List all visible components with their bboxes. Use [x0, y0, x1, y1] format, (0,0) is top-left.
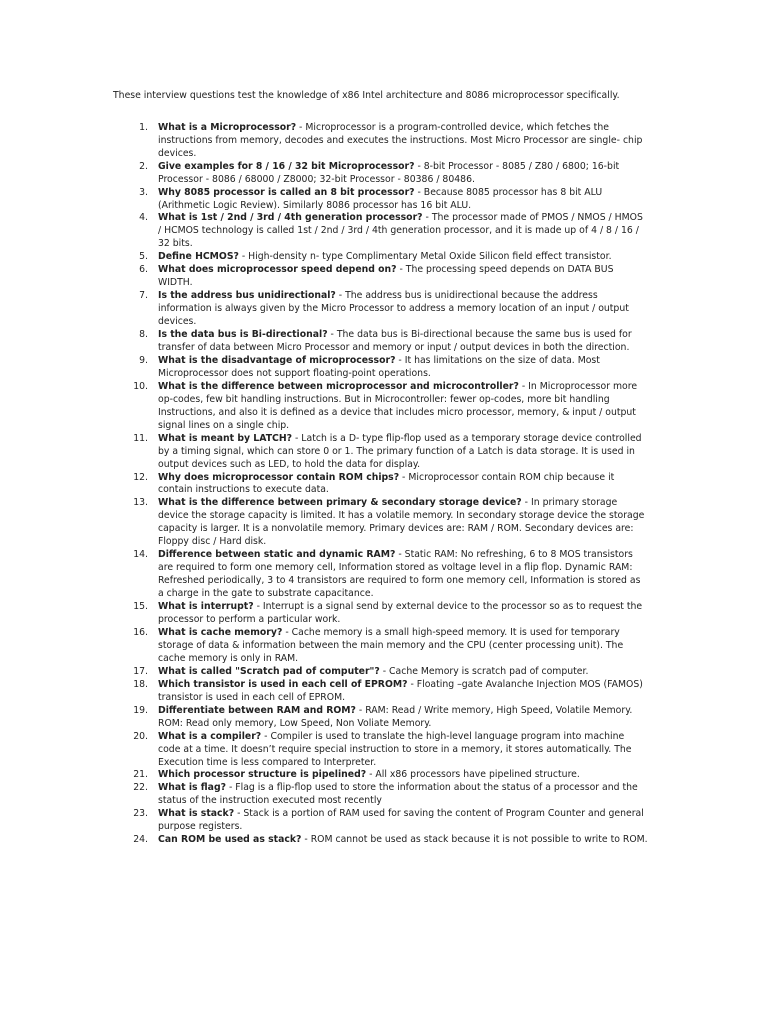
question-text: What is meant by LATCH?	[158, 432, 293, 444]
list-item	[113, 679, 648, 705]
item-number: 9.	[139, 354, 148, 366]
item-number: 4.	[139, 212, 148, 224]
item-number: 6.	[139, 264, 148, 276]
list-item	[113, 601, 648, 627]
list-item	[113, 355, 648, 381]
list-item	[113, 666, 648, 679]
question-text: Difference between static and dynamic RAM?	[158, 549, 396, 561]
list-item	[113, 122, 648, 161]
answer-text: - Floating –gate Avalanche Injection MOS (FAMOS) transistor is used in each cell of EPROM.	[158, 678, 643, 703]
answer-text: - The address bus is unidirectional because the address information is always given by the Micro Processor to address a memory location of an input / output devices.	[158, 290, 629, 328]
item-number: 13.	[133, 497, 148, 509]
item-number: 20.	[133, 730, 148, 742]
list-item	[113, 290, 648, 329]
list-item	[113, 705, 648, 731]
list-item	[113, 834, 648, 847]
question-text: What is flag?	[158, 782, 226, 794]
question-text: What is the difference between primary & secondary storage device?	[158, 497, 522, 509]
answer-text: - High-density n- type Complimentary Metal Oxide Silicon field effect transistor.	[238, 251, 612, 263]
question-text: Is the data bus is Bi-directional?	[158, 329, 328, 341]
list-item	[113, 731, 648, 770]
list-item	[113, 264, 648, 290]
item-number: 8.	[139, 329, 148, 341]
question-text: Which processor structure is pipelined?	[158, 769, 367, 781]
answer-text: - Static RAM: No refreshing, 6 to 8 MOS transistors are required to form one memory cell, Information stored as voltage level in a flip flop. Dynamic RAM: Refreshed periodically, 3 to 4 transistors are required to form one memory cell, Information is stored as a charge in the gate to substrate capacitance.	[158, 549, 641, 600]
question-text: Define HCMOS?	[158, 251, 239, 263]
item-number: 19.	[133, 704, 148, 716]
question-text: Differentiate between RAM and ROM?	[158, 704, 356, 716]
answer-text: - Interrupt is a signal send by external device to the processor so as to request the processor to perform a particular work.	[158, 601, 643, 626]
question-text: What is the disadvantage of microprocessor?	[158, 354, 396, 366]
list-item	[113, 251, 648, 264]
answer-text: - 8-bit Processor - 8085 / Z80 / 6800; 16-bit Processor - 8086 / 68000 / Z8000; 32-bit Processor - 80386 / 80486.	[158, 160, 620, 185]
answer-text: - Latch is a D- type flip-flop used as a temporary storage device controlled by a timing signal, which can store 0 or 1. The primary function of a Latch is data storage. It is used in output devices such as LED, to hold the data for display.	[158, 432, 642, 470]
question-text: Can ROM be used as stack?	[158, 834, 302, 846]
question-text: Which transistor is used in each cell of EPROM?	[158, 678, 408, 690]
answer-text: - The data bus is Bi-directional because the same bus is used for transfer of data between Micro Processor and memory or input / output devices in both the direction.	[158, 329, 632, 353]
item-number: 17.	[133, 665, 148, 677]
question-text: What is stack?	[158, 808, 235, 820]
answer-text: - Compiler is used to translate the high-level language program into machine code at a time. It doesn’t require special instruction to store in a memory, it stores automatically. The Execution time is less compared to Interpreter.	[158, 730, 632, 768]
list-item	[113, 472, 648, 498]
question-text: What is cache memory?	[158, 626, 283, 638]
list-item	[113, 212, 648, 251]
answer-text: - All x86 processors have pipelined structure.	[366, 769, 580, 781]
question-text: Is the address bus unidirectional?	[158, 290, 336, 302]
question-text: What is interrupt?	[158, 601, 254, 613]
question-text: What is a Microprocessor?	[158, 121, 297, 133]
list-item	[113, 187, 648, 213]
question-text: What is 1st / 2nd / 3rd / 4th generation processor?	[158, 212, 423, 224]
item-number: 14.	[133, 549, 148, 561]
item-number: 21.	[133, 769, 148, 781]
list-item	[113, 549, 648, 601]
item-number: 23.	[133, 808, 148, 820]
question-text: What is called "Scratch pad of computer"?	[158, 665, 380, 677]
intro-paragraph: These interview questions test the knowledge of x86 Intel architecture and 8086 microprocessor specifically.	[113, 90, 620, 101]
item-number: 1.	[139, 121, 148, 133]
answer-text: - Stack is a portion of RAM used for saving the content of Program Counter and general purpose registers.	[158, 808, 644, 833]
item-number: 10.	[133, 380, 148, 392]
answer-text: - In primary storage device the storage capacity is limited. It has a volatile memory. In secondary storage device the storage capacity is larger. It is a nonvolatile memory. Primary devices are: RAM / ROM. Secondary devices are: Floppy disc / Hard disk.	[158, 497, 645, 548]
question-text: What does microprocessor speed depend on?	[158, 264, 397, 276]
question-text: Why does microprocessor contain ROM chips?	[158, 471, 400, 483]
item-number: 16.	[133, 626, 148, 638]
list-item	[113, 381, 648, 433]
item-number: 2.	[139, 160, 148, 172]
answer-text: - Flag is a flip-flop used to store the information about the status of a processor and the status of the instruction executed most recently	[158, 782, 638, 807]
answer-text: - RAM: Read / Write memory, High Speed, Volatile Memory. ROM: Read only memory, Low Speed, Non Voliate Memory.	[158, 704, 633, 729]
list-item	[113, 497, 648, 549]
answer-text: - Cache Memory is scratch pad of computer.	[379, 665, 589, 677]
question-text: Why 8085 processor is called an 8 bit processor?	[158, 186, 415, 198]
answer-text: - The processing speed depends on DATA BUS WIDTH.	[158, 264, 614, 289]
list-item	[113, 161, 648, 187]
item-number: 24.	[133, 834, 148, 846]
list-item	[113, 329, 648, 355]
item-number: 11.	[133, 432, 148, 444]
answer-text: - Cache memory is a small high-speed memory. It is used for temporary storage of data & information between the main memory and the CPU (center processing unit). The cache memory is only in RAM.	[158, 626, 624, 664]
list-item	[113, 433, 648, 472]
item-number: 5.	[139, 251, 148, 263]
question-text: What is a compiler?	[158, 730, 262, 742]
answer-text: - It has limitations on the size of data. Most Microprocessor does not support floating-point operations.	[158, 354, 600, 379]
answer-text: - Microprocessor contain ROM chip because it contain instructions to execute data.	[158, 471, 615, 496]
item-number: 7.	[139, 290, 148, 302]
answer-text: - The processor made of PMOS / NMOS / HMOS / HCMOS technology is called 1st / 2nd / 3rd / 4th generation processor, and it is made up of 4 / 8 / 16 / 32 bits.	[158, 212, 643, 250]
question-list	[113, 122, 648, 847]
item-number: 12.	[133, 471, 148, 483]
item-number: 22.	[133, 782, 148, 794]
item-number: 3.	[139, 186, 148, 198]
question-text: What is the difference between microprocessor and microcontroller?	[158, 380, 519, 392]
list-item	[113, 627, 648, 666]
question-text: Give examples for 8 / 16 / 32 bit Microprocessor?	[158, 160, 415, 172]
answer-text: - Because 8085 processor has 8 bit ALU (Arithmetic Logic Review). Similarly 8086 processor has 16 bit ALU.	[158, 186, 603, 211]
answer-text: - Microprocessor is a program-controlled device, which fetches the instructions from memory, decodes and executes the instructions. Most Micro Processor are single- chip devices.	[158, 121, 643, 159]
answer-text: - In Microprocessor more op-codes, few bit handling instructions. But in Microcontroller: fewer op-codes, more bit handling Instructions, and also it is defined as a device that includes micro processor, memory, & input / output signal lines on a single chip.	[158, 380, 638, 431]
item-number: 18.	[133, 678, 148, 690]
list-item	[113, 769, 648, 782]
list-item	[113, 808, 648, 834]
answer-text: - ROM cannot be used as stack because it is not possible to write to ROM.	[301, 834, 648, 846]
item-number: 15.	[133, 601, 148, 613]
list-item	[113, 782, 648, 808]
